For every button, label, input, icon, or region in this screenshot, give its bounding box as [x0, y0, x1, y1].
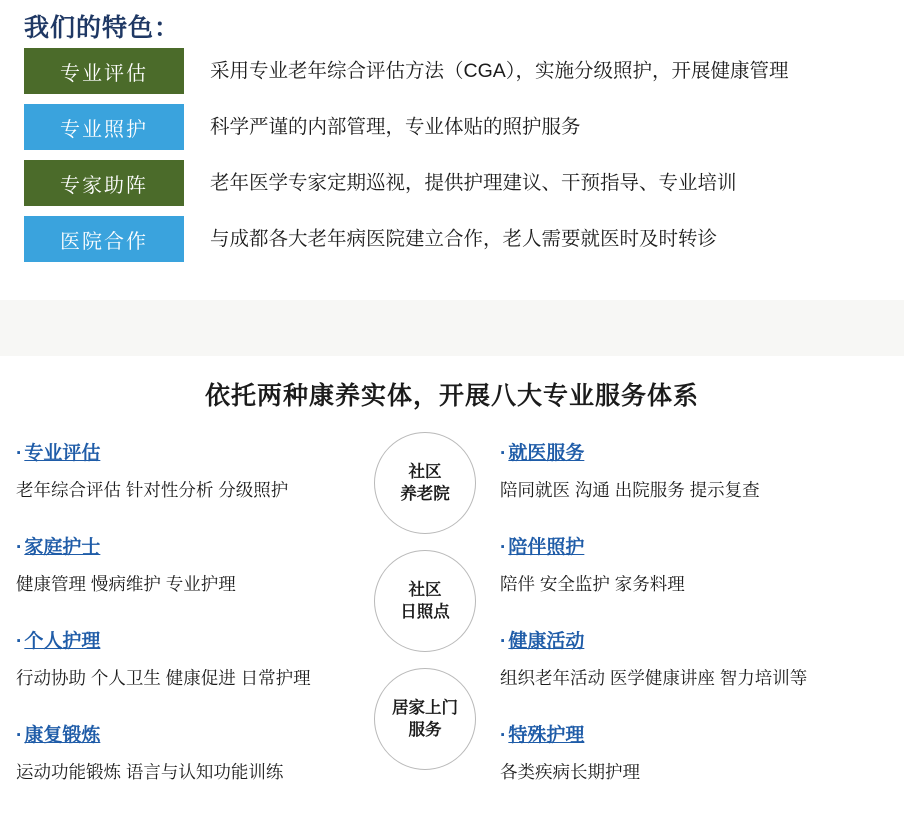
services-left-column	[16, 438, 346, 814]
services-right-column	[500, 438, 830, 814]
service-heading	[500, 720, 830, 747]
service-heading-label: 康复锻炼	[24, 725, 101, 746]
service-circle-line2: 日照点	[400, 603, 450, 621]
service-block	[500, 626, 830, 690]
service-circle	[374, 550, 476, 652]
service-block	[16, 720, 346, 784]
service-heading	[16, 720, 346, 747]
service-heading	[16, 532, 346, 559]
section-divider	[0, 300, 904, 356]
service-block	[500, 720, 830, 784]
service-description: 老年综合评估 针对性分析 分级照护	[16, 480, 289, 500]
service-heading-label: 家庭护士	[24, 537, 101, 558]
service-block	[500, 532, 830, 596]
service-description: 组织老年活动 医学健康讲座 智力培训等	[500, 668, 808, 688]
feature-row	[24, 48, 880, 96]
service-circle-line1: 社区	[408, 580, 442, 599]
bullet-icon: ·	[16, 443, 23, 464]
feature-tag: 医院合作	[24, 216, 184, 262]
bullet-icon: ·	[500, 725, 507, 746]
service-circle	[374, 432, 476, 534]
service-heading	[500, 438, 830, 465]
service-heading-label: 个人护理	[24, 631, 101, 652]
service-description: 运动功能锻炼 语言与认知功能训练	[16, 762, 284, 782]
service-heading	[16, 626, 346, 653]
feature-tag: 专家助阵	[24, 160, 184, 206]
service-description: 健康管理 慢病维护 专业护理	[16, 574, 236, 594]
service-circle-line1: 社区	[408, 462, 442, 481]
bullet-icon: ·	[16, 537, 23, 558]
bullet-icon: ·	[16, 725, 23, 746]
service-circle-line1: 居家上门	[392, 698, 458, 717]
service-description: 陪伴 安全监护 家务料理	[500, 574, 685, 594]
service-heading-label: 特殊护理	[508, 725, 585, 746]
feature-row	[24, 216, 880, 264]
service-circle-line2: 养老院	[400, 485, 450, 503]
bullet-icon: ·	[500, 631, 507, 652]
features-list	[24, 48, 880, 272]
service-heading	[500, 532, 830, 559]
service-description: 各类疾病长期护理	[500, 762, 640, 782]
bullet-icon: ·	[16, 631, 23, 652]
service-heading-label: 就医服务	[508, 443, 585, 464]
feature-text: 采用专业老年综合评估方法（CGA），实施分级照护，开展健康管理	[210, 60, 789, 82]
features-title: 我们的特色：	[24, 14, 181, 42]
service-heading	[16, 438, 346, 465]
feature-row	[24, 160, 880, 208]
feature-tag: 专业评估	[24, 48, 184, 94]
service-block	[16, 626, 346, 690]
feature-tag: 专业照护	[24, 104, 184, 150]
service-block	[500, 438, 830, 502]
service-description: 行动协助 个人卫生 健康促进 日常护理	[16, 668, 311, 688]
service-circle-line2: 服务	[408, 721, 442, 739]
services-title: 依托两种康养实体，开展八大专业服务体系	[204, 382, 699, 410]
service-block	[16, 438, 346, 502]
service-description: 陪同就医 沟通 出院服务 提示复查	[500, 480, 760, 500]
service-heading-label: 专业评估	[24, 443, 101, 464]
bullet-icon: ·	[500, 537, 507, 558]
services-section	[0, 356, 904, 782]
service-heading	[500, 626, 830, 653]
service-circle	[374, 668, 476, 770]
feature-text: 科学严谨的内部管理，专业体贴的照护服务	[210, 116, 581, 138]
feature-row	[24, 104, 880, 152]
feature-text: 与成都各大老年病医院建立合作，老人需要就医时及时转诊	[210, 228, 718, 250]
bullet-icon: ·	[500, 443, 507, 464]
service-heading-label: 陪伴照护	[508, 537, 585, 558]
service-heading-label: 健康活动	[508, 631, 585, 652]
service-block	[16, 532, 346, 596]
feature-text: 老年医学专家定期巡视，提供护理建议、干预指导、专业培训	[210, 172, 737, 194]
services-circles	[374, 432, 486, 786]
features-section	[0, 0, 904, 300]
